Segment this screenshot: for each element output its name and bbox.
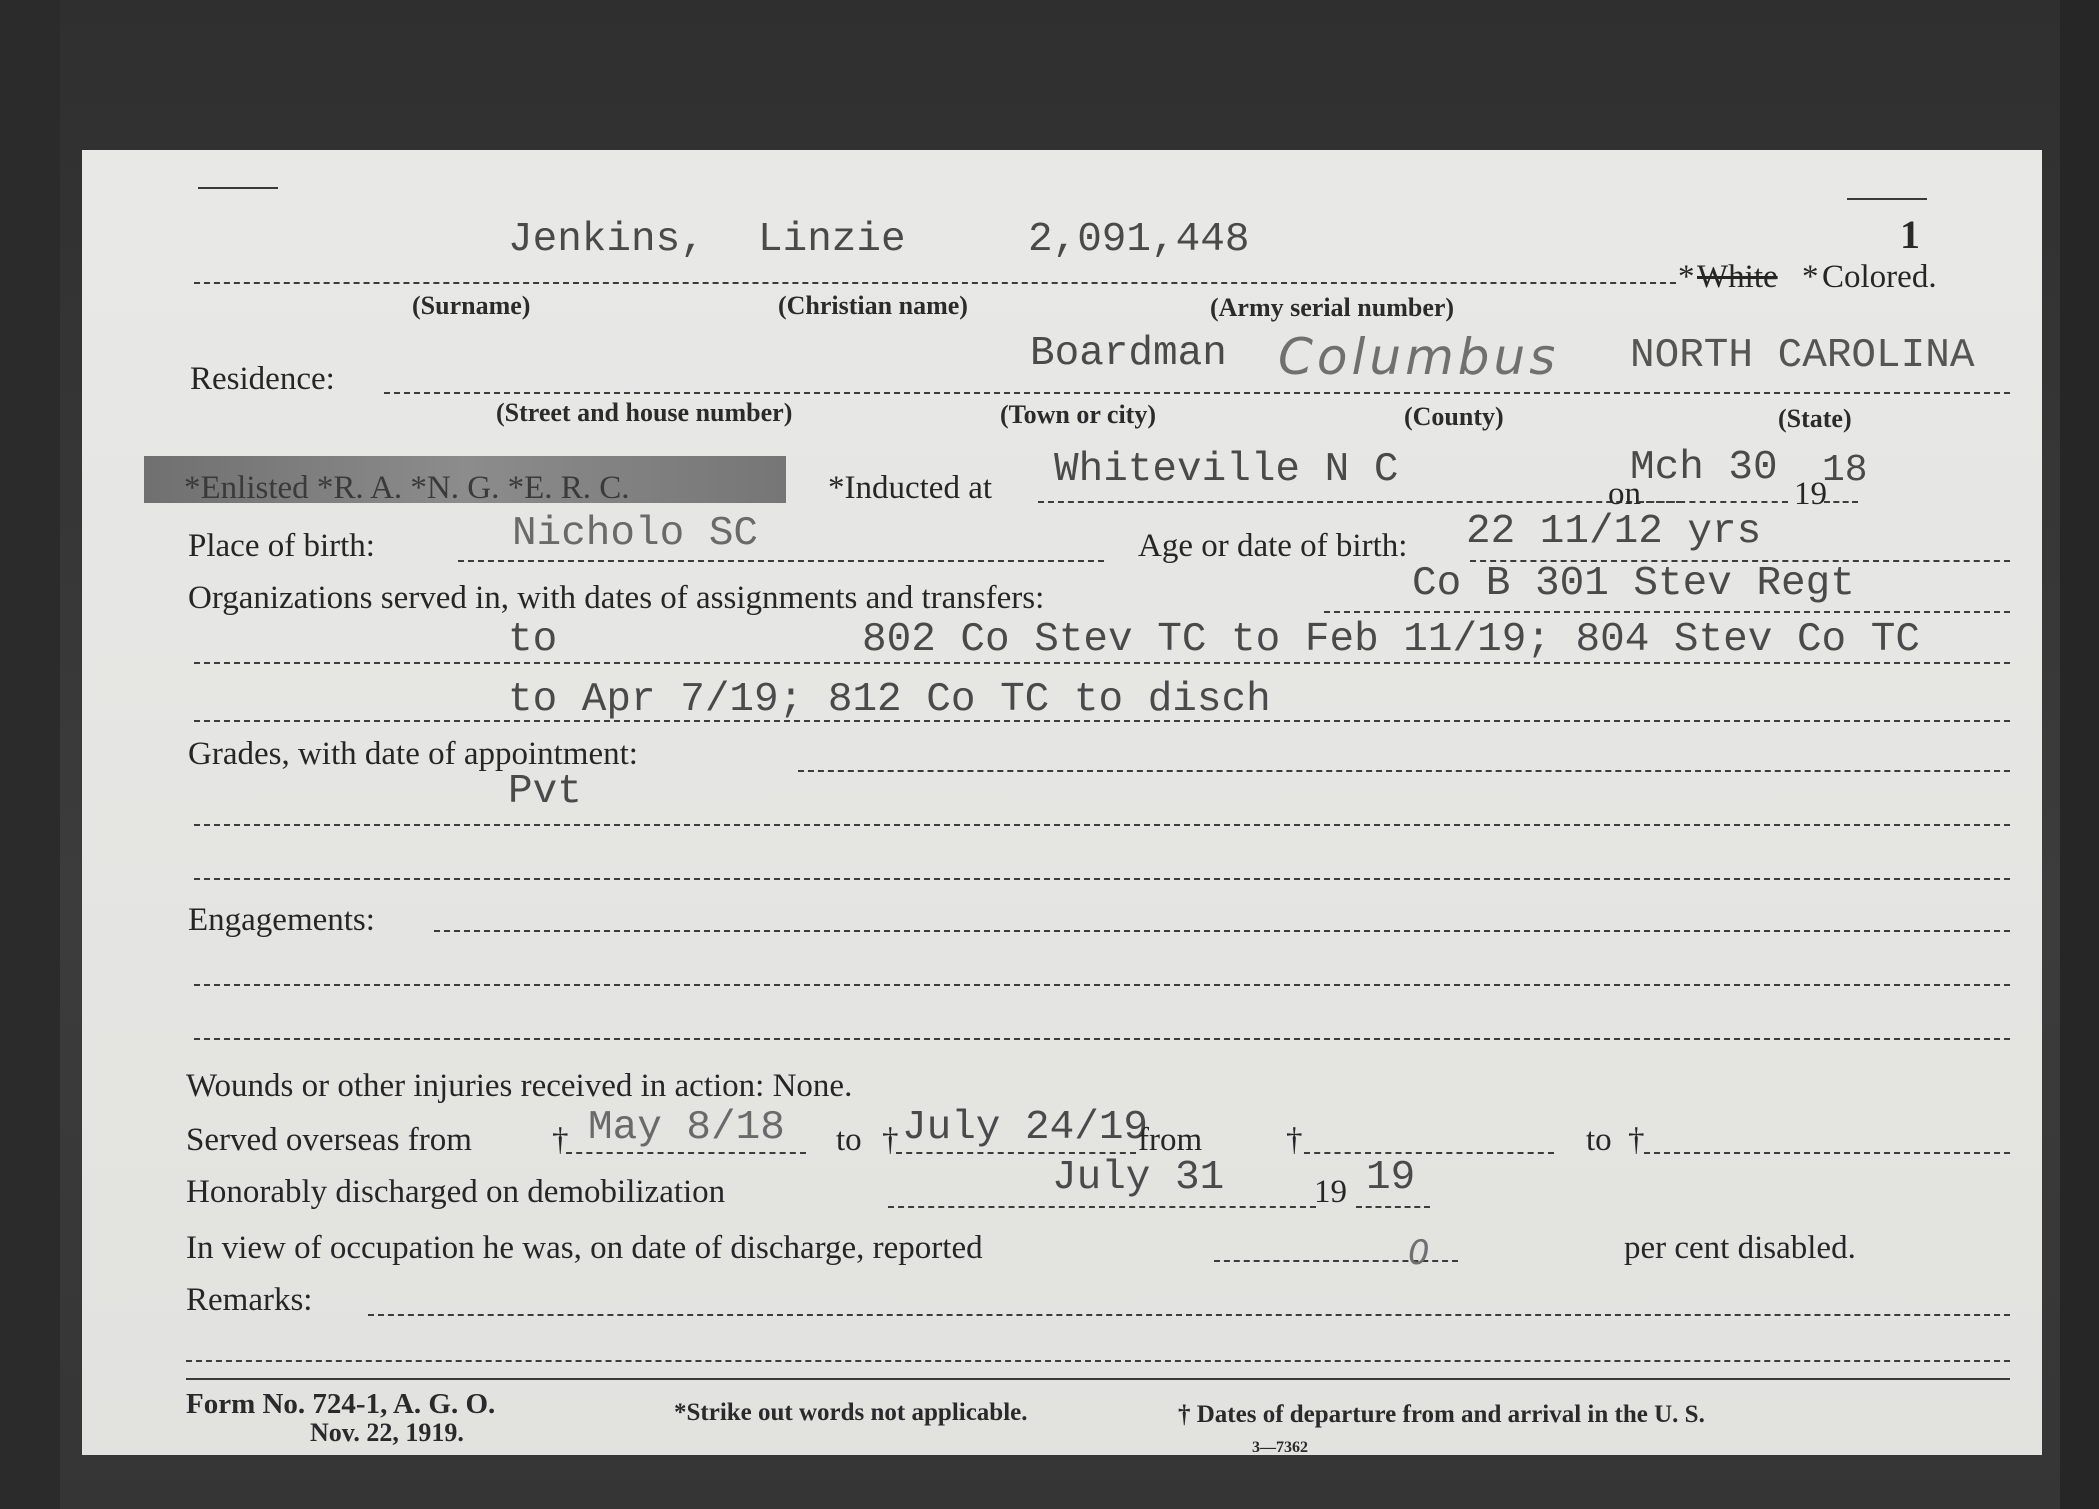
serial-caption: (Army serial number) xyxy=(1210,293,1455,322)
form-date: Nov. 22, 1919. xyxy=(310,1418,464,1447)
scan-left-edge xyxy=(0,0,60,1509)
inducted-place: Whiteville N C xyxy=(1054,447,1399,493)
overseas-to-label-2: to xyxy=(1586,1122,1612,1158)
race-colored: Colored. xyxy=(1822,259,1937,295)
residence-state: NORTH CAROLINA xyxy=(1630,333,1975,379)
overseas-label: Served overseas from xyxy=(186,1122,472,1158)
overseas-to-2-line xyxy=(1644,1152,2010,1154)
scan-right-edge xyxy=(2060,0,2099,1509)
age-value: 22 11/12 yrs xyxy=(1466,509,1762,555)
overseas-dagger-4: † xyxy=(1628,1122,1645,1158)
grades-line2 xyxy=(194,824,2010,826)
birth-place-label: Place of birth: xyxy=(188,528,375,564)
overseas-from-1: May 8/18 xyxy=(588,1105,785,1151)
induction-date-line xyxy=(1638,501,1788,503)
discharge-date: July 31 xyxy=(1052,1155,1225,1201)
enlistment-options: *Enlisted *R. A. *N. G. *E. R. C. xyxy=(184,470,630,506)
grades-line3 xyxy=(194,878,2010,880)
footer-note-strike: *Strike out words not applicable. xyxy=(674,1399,1028,1426)
race-white: White xyxy=(1697,259,1778,295)
overseas-to-label-1: to xyxy=(836,1122,862,1158)
residence-label: Residence: xyxy=(190,361,335,397)
overseas-from-1-line xyxy=(566,1152,806,1154)
overseas-to-1-line xyxy=(896,1152,1136,1154)
birth-place-value: Nicholo SC xyxy=(512,511,759,557)
wounds-text: Wounds or other injuries received in action: None. xyxy=(186,1068,853,1104)
form-number: Form No. 724-1, A. G. O. xyxy=(186,1388,496,1420)
print-code: 3—7362 xyxy=(1252,1439,1308,1456)
town-caption: (Town or city) xyxy=(1000,400,1156,429)
induction-date: Mch 30 xyxy=(1630,445,1778,491)
inducted-line xyxy=(1038,501,1682,503)
record-card-content xyxy=(82,150,2042,1455)
engagements-line2 xyxy=(194,984,2010,986)
serial-number-value: 2,091,448 xyxy=(1028,217,1250,263)
race-star-1: * xyxy=(1678,259,1695,295)
grades-label: Grades, with date of appointment: xyxy=(188,736,638,772)
surname-value: Jenkins, xyxy=(508,217,705,263)
street-caption: (Street and house number) xyxy=(496,398,793,427)
organizations-line3-rule xyxy=(194,720,2010,722)
grades-value: Pvt xyxy=(508,769,582,815)
induction-year-prefix: 19 xyxy=(1794,476,1827,512)
overseas-from-2-line xyxy=(1304,1152,1554,1154)
overseas-dagger-2: † xyxy=(882,1122,899,1158)
engagements-label: Engagements: xyxy=(188,902,375,938)
christian-caption: (Christian name) xyxy=(778,291,968,320)
footer-note-dates: † Dates of departure from and arrival in the U. S. xyxy=(1178,1401,1705,1428)
organizations-line1-rule xyxy=(1324,611,2010,613)
organizations-to: to xyxy=(508,617,558,663)
footer-rule xyxy=(186,1378,2010,1380)
induction-year-line xyxy=(1824,501,1858,503)
organizations-line2-rule xyxy=(194,662,2010,664)
organizations-line2: 802 Co Stev TC to Feb 11/19; 804 Stev Co TC xyxy=(862,617,1920,663)
overseas-dagger-1: † xyxy=(552,1122,569,1158)
surname-caption: (Surname) xyxy=(412,291,531,320)
race-star-2: * xyxy=(1802,259,1819,295)
engagements-line1 xyxy=(434,930,2010,932)
discharge-date-line xyxy=(888,1206,1316,1208)
disability-label: In view of occupation he was, on date of discharge, reported xyxy=(186,1230,983,1266)
discharge-year-prefix: 19 xyxy=(1314,1174,1347,1210)
disability-value: 0 xyxy=(1408,1233,1434,1273)
residence-county: Columbus xyxy=(1278,328,1560,386)
birth-place-line xyxy=(458,560,1104,562)
residence-town: Boardman xyxy=(1030,331,1227,377)
induction-year-suffix: 18 xyxy=(1822,449,1868,492)
overseas-from-label-2: from xyxy=(1138,1122,1203,1158)
organizations-line3: to Apr 7/19; 812 Co TC to disch xyxy=(508,677,1271,723)
christian-name-value: Linzie xyxy=(758,217,906,263)
on-label: on xyxy=(1608,476,1641,512)
card-number: 1 xyxy=(1900,212,1920,257)
discharge-label: Honorably discharged on demobilization xyxy=(186,1174,726,1210)
remarks-label: Remarks: xyxy=(186,1282,313,1318)
grades-line1 xyxy=(798,770,2010,772)
discharge-year-suffix: 19 xyxy=(1366,1155,1416,1201)
county-caption: (County) xyxy=(1404,402,1504,431)
engagements-line3 xyxy=(194,1038,2010,1040)
disability-suffix: per cent disabled. xyxy=(1624,1230,1856,1266)
discharge-year-line xyxy=(1356,1206,1430,1208)
overseas-to-1: July 24/19 xyxy=(902,1105,1149,1151)
overseas-dagger-3: † xyxy=(1286,1122,1303,1158)
organizations-line1: Co B 301 Stev Regt xyxy=(1412,561,1855,607)
remarks-line1 xyxy=(368,1314,2010,1316)
organizations-label: Organizations served in, with dates of assignments and transfers: xyxy=(188,580,1045,616)
remarks-line2 xyxy=(186,1360,2010,1362)
age-label: Age or date of birth: xyxy=(1138,528,1408,564)
state-caption: (State) xyxy=(1778,404,1852,433)
inducted-label: *Inducted at xyxy=(828,470,993,506)
